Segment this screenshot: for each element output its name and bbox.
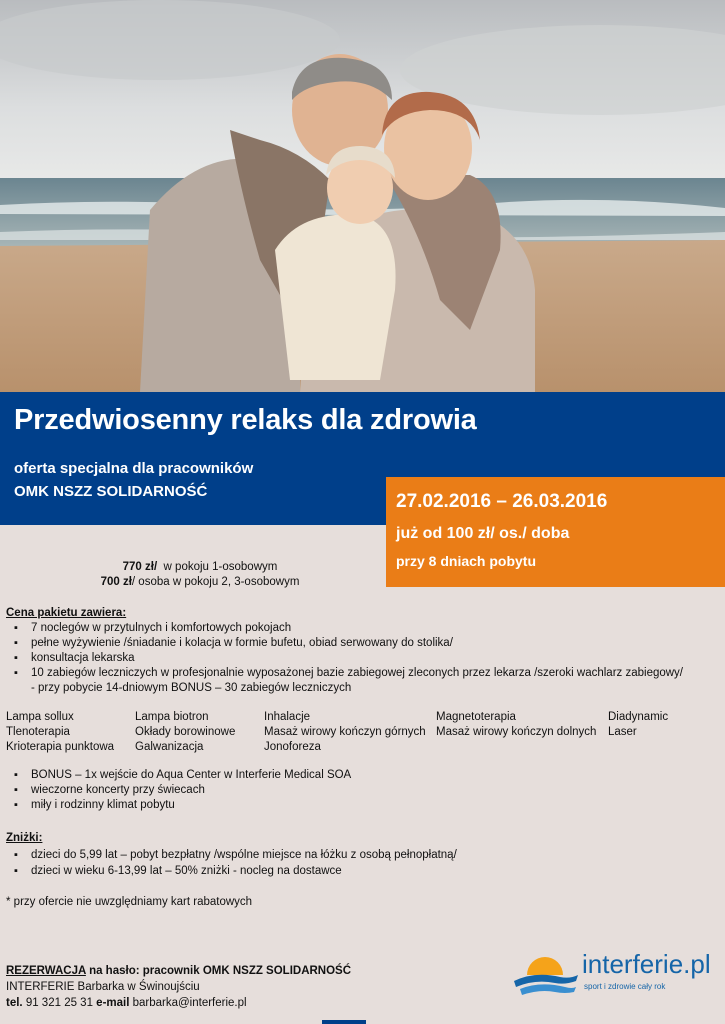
list-item: ▪ 10 zabiegów leczniczych w profesjonalnie wyposażonej bazie zabiegowej zleconych przez lekarza /szeroki wachlarz zabiegowy/ - przy pobycie 14-dniowym BONUS – 30 zabiegów leczniczych — [6, 666, 696, 696]
treatment-item: Galwanizacja — [135, 741, 204, 753]
treatment-item: Diadynamic — [608, 711, 669, 723]
reservation-line: REZERWACJA na hasło: pracownik OMK NSZZ SOLIDARNOŚĆ — [6, 965, 352, 977]
list-item: ▪ dzieci do 5,99 lat – pobyt bezpłatny /wspólne miejsce na łóżku z osobą pełnopłatną/ — [6, 848, 706, 863]
interferie-logo — [510, 945, 710, 1001]
list-item: ▪ konsultacja lekarska — [6, 651, 696, 666]
page-title: Przedwiosenny relaks dla zdrowia — [14, 404, 477, 436]
email-link[interactable]: barbarka@interferie.pl — [129, 997, 247, 1009]
treatment-item: Masaż wirowy kończyn dolnych — [436, 726, 597, 738]
treatment-item: Tlenoterapia — [6, 726, 70, 738]
treatment-item: Okłady borowinowe — [135, 726, 236, 738]
package-heading: Cena pakietu zawiera: — [6, 607, 127, 619]
treatments-col-2 — [135, 710, 235, 755]
list-item: ▪ miły i rodzinny klimat pobytu — [6, 798, 706, 813]
offer-box — [386, 477, 725, 587]
room-price-single: 770 zł/ w pokoju 1-osobowym — [122, 561, 278, 573]
room-prices — [0, 560, 400, 590]
bottom-strip — [322, 1020, 366, 1024]
offer-price: już od 100 zł/ os./ doba — [396, 525, 570, 542]
treatment-item: Lampa sollux — [6, 711, 74, 723]
treatment-item: Krioterapia punktowa — [6, 741, 115, 753]
treatments-col-5 — [608, 710, 668, 740]
treatment-item: Laser — [608, 726, 637, 738]
extras-list — [6, 768, 706, 813]
treatments-col-3 — [264, 710, 426, 755]
offer-dates: 27.02.2016 – 26.03.2016 — [396, 491, 608, 512]
banner-organization: OMK NSZZ SOLIDARNOŚĆ — [14, 483, 208, 500]
treatments-col-4 — [436, 710, 596, 740]
treatment-item: Jonoforeza — [264, 741, 321, 753]
hotel-name: INTERFERIE Barbarka w Świnoujściu — [6, 981, 200, 993]
logo-name: interferie.pl — [582, 949, 711, 979]
sun-wave-icon — [510, 945, 580, 1001]
family-beach-photo — [0, 0, 725, 392]
treatments-col-1 — [6, 710, 114, 755]
treatment-item: Lampa biotron — [135, 711, 209, 723]
discount-note: * przy ofercie nie uwzględniamy kart rabatowych — [6, 896, 253, 908]
treatment-item: Masaż wirowy kończyn górnych — [264, 726, 426, 738]
treatment-item: Magnetoterapia — [436, 711, 516, 723]
contact-line: tel. 91 321 25 31 e-mail barbarka@interferie.pl — [6, 997, 247, 1009]
discounts-heading: Zniżki: — [6, 832, 43, 844]
list-item: ▪ pełne wyżywienie /śniadanie i kolacja w formie bufetu, obiad serwowany do stolika/ — [6, 636, 696, 651]
list-item: ▪ BONUS – 1x wejście do Aqua Center w Interferie Medical SOA — [6, 768, 706, 783]
phone-number: 91 321 25 31 — [22, 997, 97, 1009]
contact-block — [6, 963, 351, 1011]
offer-stay-length: przy 8 dniach pobytu — [396, 553, 537, 569]
banner-subtitle: oferta specjalna dla pracowników — [14, 460, 254, 477]
discounts-list — [6, 848, 706, 879]
room-price-shared: 700 zł/ osoba w pokoju 2, 3-osobowym — [100, 576, 300, 588]
list-item: ▪ 7 noclegów w przytulnych i komfortowych pokojach — [6, 621, 696, 636]
package-list — [6, 621, 696, 696]
list-item: ▪ wieczorne koncerty przy świecach — [6, 783, 706, 798]
list-item: ▪ dzieci w wieku 6-13,99 lat – 50% zniżki - nocleg na dostawce — [6, 864, 706, 879]
logo-tagline: sport i zdrowie cały rok — [584, 982, 666, 991]
treatment-item: Inhalacje — [264, 711, 311, 723]
